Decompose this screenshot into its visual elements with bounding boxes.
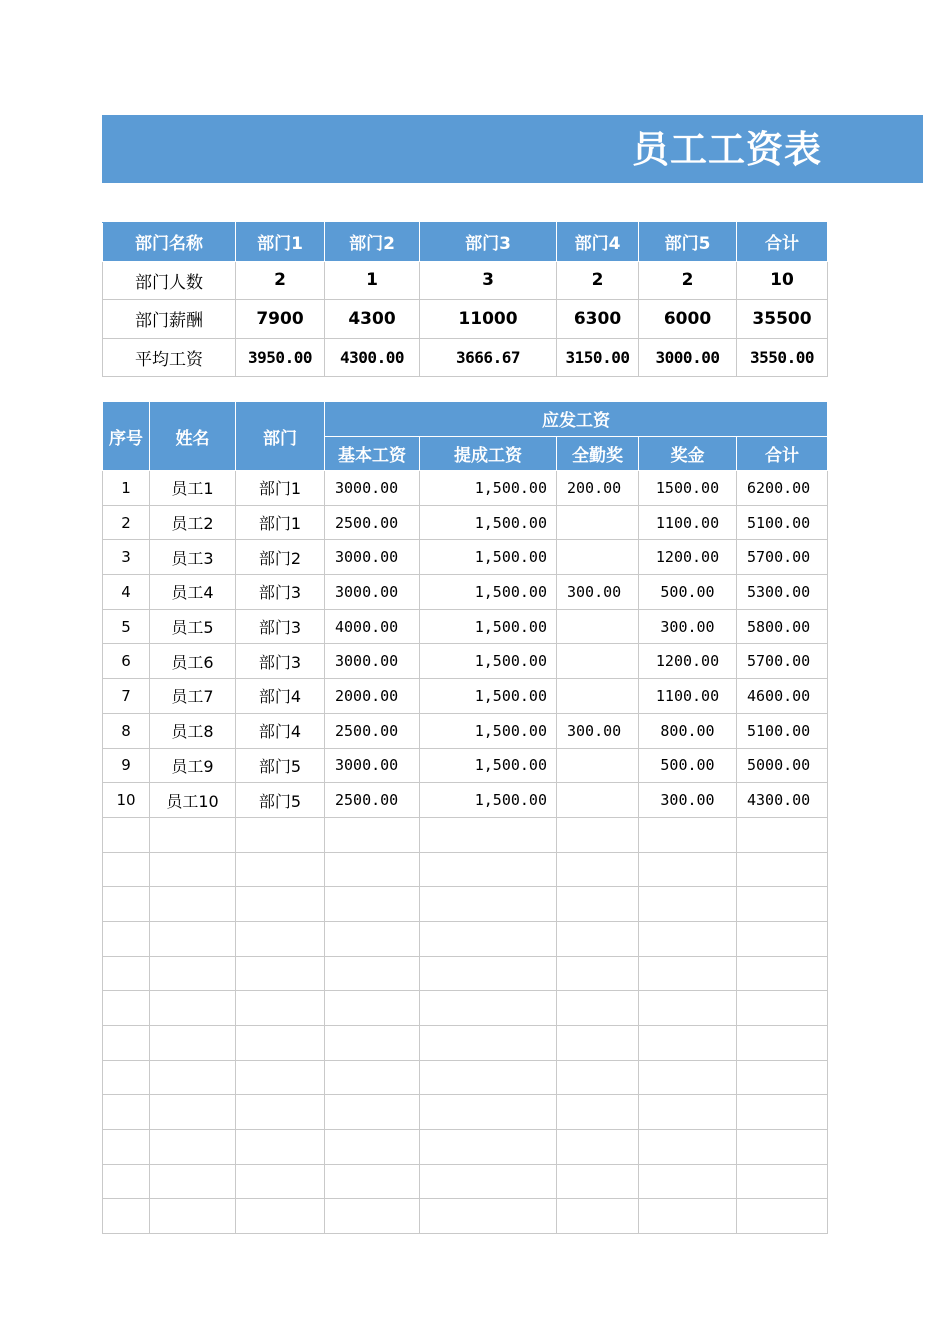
table-row <box>103 540 828 575</box>
empty-cell[interactable] <box>325 921 420 956</box>
summary-cell[interactable]: 3950.00 <box>236 338 325 377</box>
empty-cell[interactable] <box>325 991 420 1026</box>
summary-header-cell: 部门名称 <box>103 223 236 262</box>
summary-cell[interactable]: 4300.00 <box>325 338 420 377</box>
empty-cell[interactable] <box>557 887 639 922</box>
cell-dept[interactable]: 部门2 <box>236 540 325 575</box>
empty-cell[interactable] <box>639 1130 737 1165</box>
empty-cell[interactable] <box>420 1026 557 1061</box>
cell-name[interactable]: 员工3 <box>150 540 236 575</box>
cell-commission[interactable]: 1,500.00 <box>420 713 557 748</box>
empty-row <box>103 991 828 1026</box>
cell-name[interactable]: 员工8 <box>150 713 236 748</box>
cell-total[interactable]: 4600.00 <box>737 679 828 714</box>
summary-cell[interactable]: 3550.00 <box>737 338 828 377</box>
empty-cell[interactable] <box>236 921 325 956</box>
empty-row <box>103 817 828 852</box>
summary-cell[interactable]: 7900 <box>236 300 325 339</box>
empty-cell[interactable] <box>557 1026 639 1061</box>
empty-cell[interactable] <box>420 1060 557 1095</box>
empty-row <box>103 1199 828 1234</box>
empty-cell[interactable] <box>103 991 150 1026</box>
empty-cell[interactable] <box>236 887 325 922</box>
cell-name[interactable]: 员工9 <box>150 748 236 783</box>
empty-cell[interactable] <box>557 921 639 956</box>
cell-name[interactable]: 员工2 <box>150 505 236 540</box>
cell-attendance-bonus[interactable]: 300.00 <box>557 713 639 748</box>
empty-cell[interactable] <box>639 956 737 991</box>
empty-cell[interactable] <box>420 852 557 887</box>
summary-cell[interactable]: 11000 <box>420 300 557 339</box>
empty-cell[interactable] <box>103 887 150 922</box>
summary-header-cell: 部门2 <box>325 223 420 262</box>
empty-cell[interactable] <box>737 1130 828 1165</box>
cell-bonus[interactable]: 500.00 <box>639 748 737 783</box>
summary-header-cell: 合计 <box>737 223 828 262</box>
cell-base-pay[interactable]: 3000.00 <box>325 748 420 783</box>
cell-commission[interactable]: 1,500.00 <box>420 505 557 540</box>
empty-cell[interactable] <box>639 1164 737 1199</box>
summary-header-cell: 部门5 <box>639 223 737 262</box>
empty-cell[interactable] <box>420 1164 557 1199</box>
cell-name[interactable]: 员工4 <box>150 575 236 610</box>
cell-dept[interactable]: 部门1 <box>236 505 325 540</box>
header-bonus: 奖金 <box>639 436 737 471</box>
empty-cell[interactable] <box>420 1130 557 1165</box>
header-gross-pay: 应发工资 <box>325 402 828 437</box>
empty-cell[interactable] <box>103 1164 150 1199</box>
cell-base-pay[interactable]: 2500.00 <box>325 713 420 748</box>
empty-row <box>103 956 828 991</box>
empty-cell[interactable] <box>325 1199 420 1234</box>
header-base: 基本工资 <box>325 436 420 471</box>
summary-cell[interactable]: 3150.00 <box>557 338 639 377</box>
empty-cell[interactable] <box>150 1164 236 1199</box>
cell-index[interactable]: 4 <box>103 575 150 610</box>
cell-dept[interactable]: 部门5 <box>236 783 325 818</box>
cell-attendance-bonus[interactable] <box>557 505 639 540</box>
empty-cell[interactable] <box>236 1026 325 1061</box>
empty-cell[interactable] <box>325 852 420 887</box>
detail-body <box>103 471 828 1234</box>
payroll-row <box>103 300 828 339</box>
summary-cell[interactable]: 2 <box>236 261 325 300</box>
cell-bonus[interactable]: 1200.00 <box>639 644 737 679</box>
empty-cell[interactable] <box>639 852 737 887</box>
cell-attendance-bonus[interactable] <box>557 540 639 575</box>
cell-base-pay[interactable]: 3000.00 <box>325 575 420 610</box>
cell-total[interactable]: 5300.00 <box>737 575 828 610</box>
cell-attendance-bonus[interactable] <box>557 644 639 679</box>
empty-cell[interactable] <box>737 956 828 991</box>
summary-cell[interactable]: 6000 <box>639 300 737 339</box>
table-row <box>103 505 828 540</box>
empty-cell[interactable] <box>557 1060 639 1095</box>
cell-commission[interactable]: 1,500.00 <box>420 644 557 679</box>
empty-cell[interactable] <box>150 956 236 991</box>
empty-cell[interactable] <box>557 991 639 1026</box>
empty-cell[interactable] <box>639 921 737 956</box>
summary-header-cell: 部门3 <box>420 223 557 262</box>
cell-index[interactable]: 1 <box>103 471 150 506</box>
cell-total[interactable]: 6200.00 <box>737 471 828 506</box>
header-commission: 提成工资 <box>420 436 557 471</box>
empty-cell[interactable] <box>420 1095 557 1130</box>
empty-cell[interactable] <box>150 921 236 956</box>
empty-cell[interactable] <box>639 1026 737 1061</box>
cell-attendance-bonus[interactable]: 200.00 <box>557 471 639 506</box>
empty-cell[interactable] <box>420 956 557 991</box>
cell-total[interactable]: 5700.00 <box>737 540 828 575</box>
summary-header-row <box>103 223 828 262</box>
empty-cell[interactable] <box>639 1060 737 1095</box>
empty-cell[interactable] <box>325 1164 420 1199</box>
empty-cell[interactable] <box>236 1199 325 1234</box>
cell-index[interactable]: 10 <box>103 783 150 818</box>
summary-cell[interactable]: 3666.67 <box>420 338 557 377</box>
cell-dept[interactable]: 部门4 <box>236 679 325 714</box>
cell-index[interactable]: 9 <box>103 748 150 783</box>
empty-cell[interactable] <box>150 1199 236 1234</box>
cell-base-pay[interactable]: 2500.00 <box>325 783 420 818</box>
empty-row <box>103 921 828 956</box>
cell-index[interactable]: 2 <box>103 505 150 540</box>
summary-cell[interactable]: 6300 <box>557 300 639 339</box>
cell-bonus[interactable]: 300.00 <box>639 609 737 644</box>
cell-dept[interactable]: 部门3 <box>236 609 325 644</box>
cell-commission[interactable]: 1,500.00 <box>420 783 557 818</box>
empty-row <box>103 887 828 922</box>
empty-cell[interactable] <box>103 1130 150 1165</box>
cell-commission[interactable]: 1,500.00 <box>420 748 557 783</box>
empty-cell[interactable] <box>103 956 150 991</box>
empty-cell[interactable] <box>236 991 325 1026</box>
department-summary-table <box>102 222 828 377</box>
empty-cell[interactable] <box>325 1060 420 1095</box>
cell-total[interactable]: 5700.00 <box>737 644 828 679</box>
cell-index[interactable]: 3 <box>103 540 150 575</box>
empty-row <box>103 1095 828 1130</box>
empty-row <box>103 1130 828 1165</box>
empty-cell[interactable] <box>103 1026 150 1061</box>
empty-cell[interactable] <box>737 887 828 922</box>
header-index: 序号 <box>103 402 150 471</box>
cell-dept[interactable]: 部门5 <box>236 748 325 783</box>
cell-attendance-bonus[interactable]: 300.00 <box>557 575 639 610</box>
summary-header-cell: 部门1 <box>236 223 325 262</box>
cell-commission[interactable]: 1,500.00 <box>420 609 557 644</box>
empty-cell[interactable] <box>737 1095 828 1130</box>
summary-header-cell: 部门4 <box>557 223 639 262</box>
empty-cell[interactable] <box>737 1164 828 1199</box>
detail-header-row <box>103 402 828 437</box>
cell-name[interactable]: 员工6 <box>150 644 236 679</box>
empty-cell[interactable] <box>236 1130 325 1165</box>
summary-cell[interactable]: 3 <box>420 261 557 300</box>
cell-commission[interactable]: 1,500.00 <box>420 471 557 506</box>
empty-row <box>103 1060 828 1095</box>
header-total: 合计 <box>737 436 828 471</box>
cell-name[interactable]: 员工10 <box>150 783 236 818</box>
empty-cell[interactable] <box>557 1095 639 1130</box>
empty-cell[interactable] <box>325 1095 420 1130</box>
empty-cell[interactable] <box>737 1199 828 1234</box>
empty-cell[interactable] <box>150 817 236 852</box>
summary-cell[interactable]: 1 <box>325 261 420 300</box>
table-row <box>103 609 828 644</box>
cell-dept[interactable]: 部门4 <box>236 713 325 748</box>
table-row <box>103 748 828 783</box>
average-row <box>103 338 828 377</box>
empty-cell[interactable] <box>150 852 236 887</box>
cell-attendance-bonus[interactable] <box>557 679 639 714</box>
empty-cell[interactable] <box>420 817 557 852</box>
empty-cell[interactable] <box>236 956 325 991</box>
empty-cell[interactable] <box>325 1130 420 1165</box>
summary-cell[interactable]: 10 <box>737 261 828 300</box>
header-dept: 部门 <box>236 402 325 471</box>
row-label[interactable]: 部门人数 <box>103 261 236 300</box>
empty-cell[interactable] <box>325 956 420 991</box>
empty-cell[interactable] <box>150 1060 236 1095</box>
salary-detail-table <box>102 401 828 1234</box>
cell-base-pay[interactable]: 3000.00 <box>325 644 420 679</box>
empty-row <box>103 1026 828 1061</box>
empty-cell[interactable] <box>420 991 557 1026</box>
headcount-row <box>103 261 828 300</box>
empty-cell[interactable] <box>737 852 828 887</box>
empty-cell[interactable] <box>236 817 325 852</box>
empty-cell[interactable] <box>150 887 236 922</box>
empty-cell[interactable] <box>325 817 420 852</box>
empty-cell[interactable] <box>737 921 828 956</box>
cell-total[interactable]: 5800.00 <box>737 609 828 644</box>
cell-bonus[interactable]: 300.00 <box>639 783 737 818</box>
cell-bonus[interactable]: 1200.00 <box>639 540 737 575</box>
cell-base-pay[interactable]: 4000.00 <box>325 609 420 644</box>
cell-dept[interactable]: 部门3 <box>236 575 325 610</box>
empty-row <box>103 1164 828 1199</box>
empty-cell[interactable] <box>557 1164 639 1199</box>
empty-cell[interactable] <box>737 1026 828 1061</box>
title-banner <box>102 115 923 183</box>
table-row <box>103 783 828 818</box>
empty-cell[interactable] <box>420 887 557 922</box>
cell-attendance-bonus[interactable] <box>557 783 639 818</box>
empty-cell[interactable] <box>103 1095 150 1130</box>
table-row <box>103 679 828 714</box>
cell-dept[interactable]: 部门3 <box>236 644 325 679</box>
empty-cell[interactable] <box>557 817 639 852</box>
cell-index[interactable]: 8 <box>103 713 150 748</box>
cell-commission[interactable]: 1,500.00 <box>420 540 557 575</box>
empty-cell[interactable] <box>639 991 737 1026</box>
empty-cell[interactable] <box>420 1199 557 1234</box>
empty-cell[interactable] <box>737 991 828 1026</box>
summary-cell[interactable]: 2 <box>557 261 639 300</box>
cell-total[interactable]: 5000.00 <box>737 748 828 783</box>
empty-cell[interactable] <box>639 887 737 922</box>
cell-bonus[interactable]: 1100.00 <box>639 505 737 540</box>
empty-cell[interactable] <box>420 921 557 956</box>
cell-attendance-bonus[interactable] <box>557 748 639 783</box>
cell-bonus[interactable]: 800.00 <box>639 713 737 748</box>
empty-row <box>103 852 828 887</box>
cell-index[interactable]: 5 <box>103 609 150 644</box>
summary-cell[interactable]: 35500 <box>737 300 828 339</box>
empty-cell[interactable] <box>325 1026 420 1061</box>
cell-base-pay[interactable]: 3000.00 <box>325 471 420 506</box>
cell-commission[interactable]: 1,500.00 <box>420 679 557 714</box>
cell-base-pay[interactable]: 2500.00 <box>325 505 420 540</box>
empty-cell[interactable] <box>103 817 150 852</box>
cell-commission[interactable]: 1,500.00 <box>420 575 557 610</box>
header-attendance: 全勤奖 <box>557 436 639 471</box>
summary-cell[interactable]: 2 <box>639 261 737 300</box>
cell-name[interactable]: 员工1 <box>150 471 236 506</box>
cell-name[interactable]: 员工5 <box>150 609 236 644</box>
empty-cell[interactable] <box>236 1060 325 1095</box>
cell-base-pay[interactable]: 2000.00 <box>325 679 420 714</box>
empty-cell[interactable] <box>737 1060 828 1095</box>
empty-cell[interactable] <box>639 1095 737 1130</box>
empty-cell[interactable] <box>639 817 737 852</box>
empty-cell[interactable] <box>150 1026 236 1061</box>
cell-total[interactable]: 4300.00 <box>737 783 828 818</box>
empty-cell[interactable] <box>150 1130 236 1165</box>
empty-cell[interactable] <box>236 1164 325 1199</box>
empty-cell[interactable] <box>103 1060 150 1095</box>
summary-cell[interactable]: 4300 <box>325 300 420 339</box>
page-title: 员工工资表 <box>632 128 822 171</box>
cell-index[interactable]: 6 <box>103 644 150 679</box>
cell-dept[interactable]: 部门1 <box>236 471 325 506</box>
summary-cell[interactable]: 3000.00 <box>639 338 737 377</box>
cell-name[interactable]: 员工7 <box>150 679 236 714</box>
table-row <box>103 644 828 679</box>
row-label[interactable]: 平均工资 <box>103 338 236 377</box>
table-row <box>103 471 828 506</box>
cell-total[interactable]: 5100.00 <box>737 505 828 540</box>
cell-attendance-bonus[interactable] <box>557 609 639 644</box>
empty-cell[interactable] <box>103 1199 150 1234</box>
empty-cell[interactable] <box>557 1130 639 1165</box>
empty-cell[interactable] <box>639 1199 737 1234</box>
table-row <box>103 713 828 748</box>
cell-total[interactable]: 5100.00 <box>737 713 828 748</box>
empty-cell[interactable] <box>150 1095 236 1130</box>
cell-bonus[interactable]: 500.00 <box>639 575 737 610</box>
empty-cell[interactable] <box>150 991 236 1026</box>
cell-bonus[interactable]: 1100.00 <box>639 679 737 714</box>
cell-base-pay[interactable]: 3000.00 <box>325 540 420 575</box>
empty-cell[interactable] <box>557 852 639 887</box>
empty-cell[interactable] <box>737 817 828 852</box>
row-label[interactable]: 部门薪酬 <box>103 300 236 339</box>
header-name: 姓名 <box>150 402 236 471</box>
empty-cell[interactable] <box>325 887 420 922</box>
table-row <box>103 575 828 610</box>
cell-index[interactable]: 7 <box>103 679 150 714</box>
cell-bonus[interactable]: 1500.00 <box>639 471 737 506</box>
empty-cell[interactable] <box>103 921 150 956</box>
empty-cell[interactable] <box>557 1199 639 1234</box>
empty-cell[interactable] <box>236 852 325 887</box>
empty-cell[interactable] <box>557 956 639 991</box>
empty-cell[interactable] <box>103 852 150 887</box>
empty-cell[interactable] <box>236 1095 325 1130</box>
